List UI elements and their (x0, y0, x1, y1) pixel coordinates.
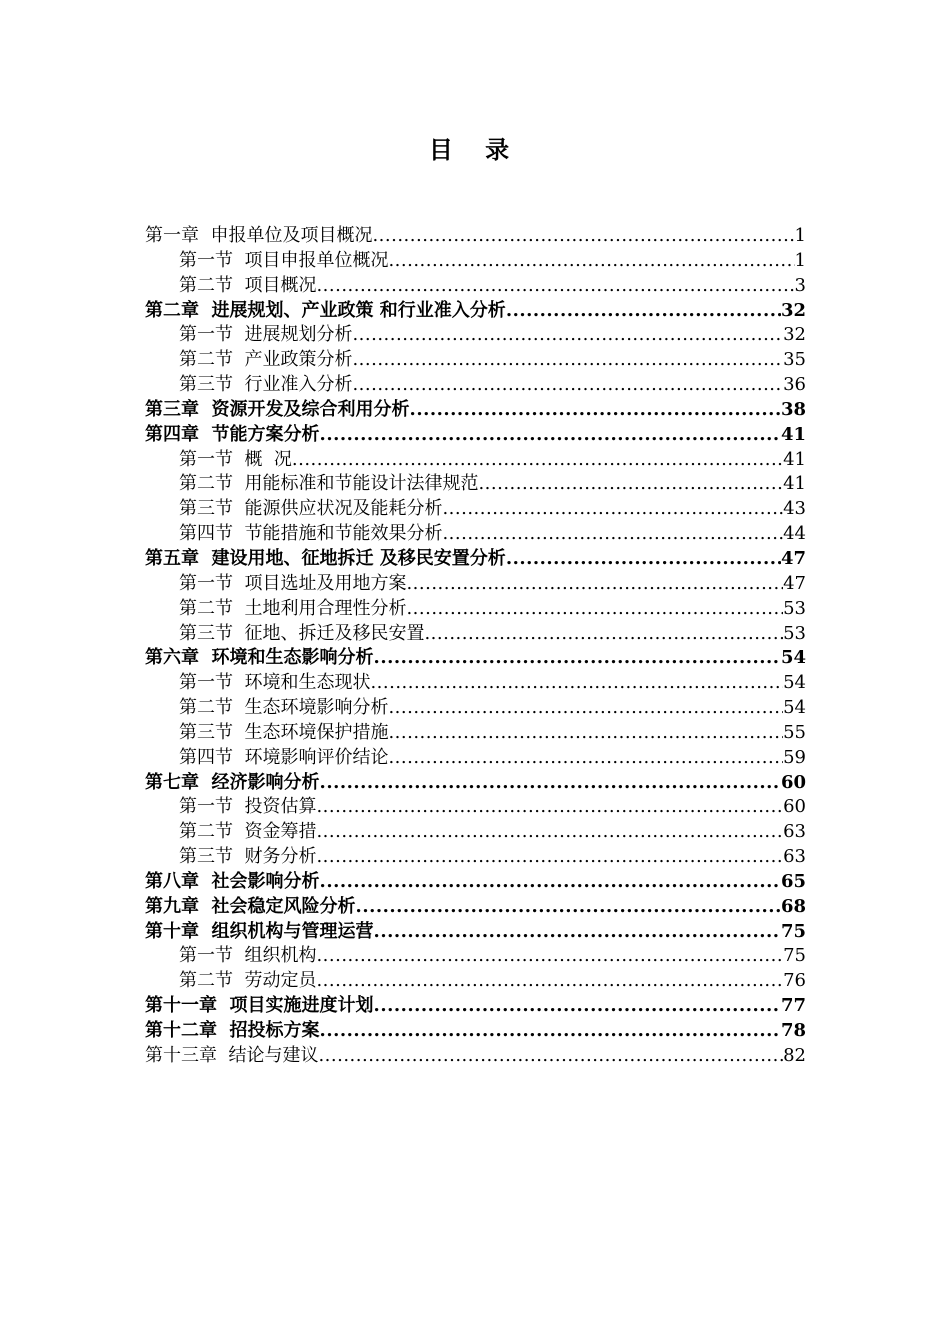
toc-entry-label: 第一节 组织机构 (179, 945, 317, 967)
toc-entry-label: 第二节 产业政策分析 (179, 349, 353, 371)
toc-entry-label: 第一节 项目选址及用地方案 (179, 572, 407, 594)
toc-chapter-entry[interactable] (145, 224, 806, 249)
toc-entry-label: 第十章 组织机构与管理运营 (145, 920, 374, 942)
toc-entry-label: 第四节 环境影响评价结论 (179, 746, 389, 768)
toc-dot-leader (316, 944, 783, 968)
toc-entry-label: 第三节 征地、拆迁及移民安置 (179, 622, 425, 644)
toc-entry-label: 第一节 环境和生态现状 (179, 672, 371, 694)
toc-entry-label: 第二章 进展规划、产业政策 和行业准入分析 (145, 299, 506, 321)
toc-chapter-entry[interactable] (145, 994, 806, 1019)
toc-chapter-entry[interactable] (145, 1019, 806, 1044)
toc-page-number: 35 (783, 349, 806, 371)
toc-dot-leader (372, 224, 794, 248)
toc-chapter-entry[interactable] (145, 771, 806, 796)
toc-page-number: 68 (780, 895, 806, 917)
toc-entry-label: 第二节 资金筹措 (179, 821, 317, 843)
toc-chapter-entry[interactable] (145, 870, 806, 895)
toc-dot-leader (506, 547, 781, 571)
toc-page-number: 78 (780, 1020, 806, 1041)
toc-page-number: 38 (780, 398, 806, 420)
toc-chapter-entry[interactable] (145, 423, 806, 448)
toc-page-number: 54 (780, 647, 806, 669)
toc-page-number: 53 (783, 597, 806, 619)
toc-chapter-entry[interactable] (145, 646, 806, 671)
toc-dot-leader (352, 323, 783, 347)
toc-entry-label: 第七章 经济影响分析 (145, 771, 320, 793)
toc-dot-leader (320, 870, 781, 894)
toc-section-entry[interactable] (145, 696, 806, 721)
toc-page-number: 43 (783, 498, 806, 520)
toc-page-number: 32 (783, 324, 806, 346)
toc-page-number: 77 (780, 995, 806, 1017)
toc-dot-leader (388, 721, 783, 745)
toc-entry-label: 第一节 投资估算 (179, 796, 317, 818)
toc-section-entry[interactable] (145, 820, 806, 845)
toc-entry-label: 第二节 土地利用合理性分析 (179, 597, 407, 619)
toc-entry-label: 第二节 劳动定员 (179, 970, 317, 992)
toc-dot-leader (424, 622, 783, 646)
toc-section-entry[interactable] (145, 274, 806, 299)
toc-dot-leader (316, 845, 783, 869)
page-title: 目 录 (428, 135, 522, 164)
toc-dot-leader (318, 1044, 783, 1068)
toc-dot-leader (316, 969, 783, 993)
toc-dot-leader (352, 348, 783, 372)
toc-page-number: 3 (794, 274, 806, 296)
toc-section-entry[interactable] (145, 249, 806, 274)
toc-dot-leader (406, 572, 783, 596)
toc-dot-leader (320, 1019, 781, 1043)
toc-dot-leader (316, 274, 794, 298)
toc-page-number: 55 (783, 721, 806, 743)
toc-entry-label: 第三节 能源供应状况及能耗分析 (179, 498, 443, 520)
toc-page-number: 59 (783, 746, 806, 768)
toc-entry-label: 第一节 进展规划分析 (179, 324, 353, 346)
toc-section-entry[interactable] (145, 448, 806, 473)
toc-dot-leader (374, 994, 781, 1018)
toc-dot-leader (442, 497, 783, 521)
toc-dot-leader (292, 448, 783, 472)
toc-entry-label: 第十三章 结论与建议 (145, 1044, 319, 1066)
toc-section-entry[interactable] (145, 572, 806, 597)
toc-dot-leader (478, 472, 783, 496)
toc-entry-label: 第三节 行业准入分析 (179, 374, 353, 396)
toc-dot-leader (352, 373, 783, 397)
toc-page-number: 36 (783, 374, 806, 396)
toc-section-entry[interactable] (145, 472, 806, 497)
toc-page-number: 47 (780, 547, 806, 569)
toc-section-entry[interactable] (145, 795, 806, 820)
toc-dot-leader (370, 671, 783, 695)
toc-entry-label: 第四节 节能措施和节能效果分析 (179, 523, 443, 545)
toc-page-number: 44 (783, 523, 806, 545)
toc-entry-label: 第九章 社会稳定风险分析 (145, 895, 356, 917)
toc-page-number: 41 (783, 473, 806, 495)
toc-dot-leader (316, 795, 783, 819)
toc-page-number: 54 (783, 697, 806, 719)
toc-section-entry[interactable] (145, 597, 806, 622)
toc-page-number: 63 (783, 821, 806, 843)
toc-page-number: 63 (783, 846, 806, 868)
toc-dot-leader (374, 646, 781, 670)
toc-section-entry[interactable] (145, 622, 806, 647)
toc-section-entry[interactable] (145, 671, 806, 696)
toc-page-number: 32 (780, 299, 806, 321)
toc-dot-leader (506, 299, 781, 323)
toc-chapter-entry[interactable] (145, 895, 806, 920)
toc-section-entry[interactable] (145, 746, 806, 771)
toc-page-number: 1 (794, 249, 806, 271)
toc-entry-label: 第三章 资源开发及综合利用分析 (145, 398, 410, 420)
toc-page-number: 60 (783, 796, 806, 818)
toc-entry-label: 第一节 概 况 (179, 448, 292, 470)
toc-entry-label: 第六章 环境和生态影响分析 (145, 647, 374, 669)
toc-section-entry[interactable] (145, 497, 806, 522)
toc-entry-label: 第四章 节能方案分析 (145, 423, 320, 445)
table-of-contents (145, 224, 806, 1069)
toc-dot-leader (388, 746, 783, 770)
toc-entry-label: 第五章 建设用地、征地拆迁 及移民安置分析 (145, 547, 506, 569)
toc-entry-label: 第一章 申报单位及项目概况 (145, 225, 373, 246)
toc-entry-label: 第一节 项目申报单位概况 (179, 249, 389, 271)
toc-section-entry[interactable] (145, 969, 806, 994)
toc-section-entry[interactable] (145, 348, 806, 373)
toc-entry-label: 第三节 生态环境保护措施 (179, 721, 389, 743)
toc-entry-label: 第十二章 招投标方案 (145, 1020, 320, 1041)
toc-page-number: 41 (783, 448, 806, 470)
toc-dot-leader (410, 398, 781, 422)
toc-page-number: 54 (783, 672, 806, 694)
toc-page-number: 82 (783, 1044, 806, 1066)
toc-page-number: 47 (783, 572, 806, 594)
toc-entry-label: 第二节 生态环境影响分析 (179, 697, 389, 719)
toc-entry-label: 第二节 项目概况 (179, 274, 317, 296)
toc-page-number: 76 (783, 970, 806, 992)
toc-page-number: 75 (780, 920, 806, 942)
toc-page-number: 75 (783, 945, 806, 967)
toc-section-entry[interactable] (145, 944, 806, 969)
toc-entry-label: 第八章 社会影响分析 (145, 870, 320, 892)
toc-section-entry[interactable] (145, 323, 806, 348)
toc-dot-leader (388, 696, 783, 720)
toc-section-entry[interactable] (145, 721, 806, 746)
toc-dot-leader (320, 771, 781, 795)
toc-page-number: 1 (794, 225, 806, 246)
toc-dot-leader (442, 522, 783, 546)
toc-dot-leader (374, 920, 781, 944)
toc-entry-label: 第二节 用能标准和节能设计法律规范 (179, 473, 479, 495)
toc-entry-label: 第十一章 项目实施进度计划 (145, 995, 374, 1017)
toc-dot-leader (388, 249, 794, 273)
toc-entry-label: 第三节 财务分析 (179, 846, 317, 868)
toc-page-number: 41 (780, 423, 806, 445)
toc-chapter-entry[interactable] (145, 920, 806, 945)
toc-chapter-entry[interactable] (145, 1044, 806, 1069)
toc-dot-leader (356, 895, 781, 919)
toc-chapter-entry[interactable] (145, 547, 806, 572)
toc-section-entry[interactable] (145, 522, 806, 547)
toc-chapter-entry[interactable] (145, 299, 806, 324)
toc-dot-leader (406, 597, 783, 621)
toc-dot-leader (320, 423, 781, 447)
toc-chapter-entry[interactable] (145, 398, 806, 423)
toc-page-number: 65 (780, 870, 806, 892)
toc-section-entry[interactable] (145, 373, 806, 398)
toc-dot-leader (316, 820, 783, 844)
toc-page-number: 60 (780, 771, 806, 793)
toc-page-number: 53 (783, 622, 806, 644)
toc-section-entry[interactable] (145, 845, 806, 870)
